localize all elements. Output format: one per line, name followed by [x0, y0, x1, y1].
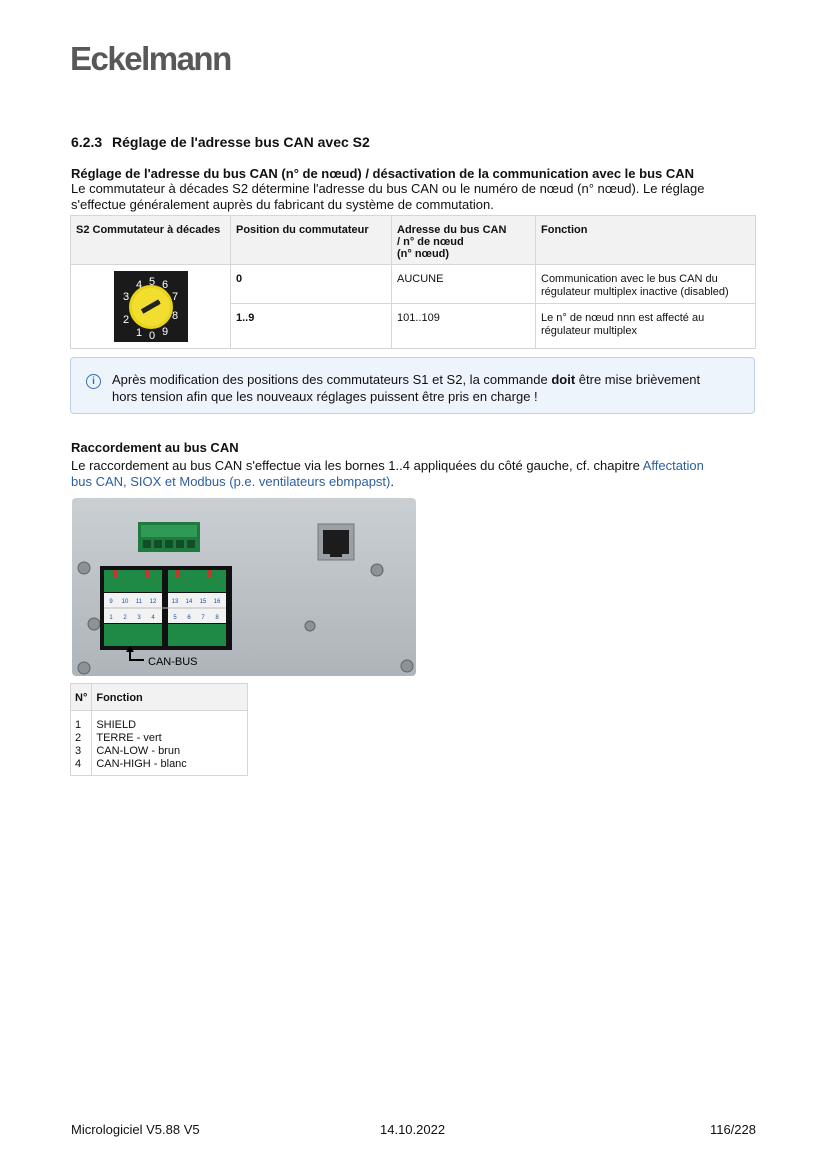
cell-number: 3 [71, 745, 92, 758]
table-row [71, 745, 248, 758]
paragraph-connection-line2 [71, 474, 394, 490]
footer-date: 14.10.2022 [380, 1122, 446, 1137]
header-number: N° [71, 684, 92, 711]
paragraph-address-line1: Le commutateur à décades S2 détermine l'adresse du bus CAN ou le numéro de nœud (n° nœud). Le réglage [71, 181, 705, 196]
terminal-panel-drawing [72, 498, 416, 676]
header-address-l3: (n° nœud) [397, 248, 450, 260]
footer-page-number: 116/228 [709, 1122, 756, 1137]
chapter-link-part2[interactable]: bus CAN, SIOX et Modbus (p.e. ventilateurs ebmpapst) [71, 474, 391, 489]
connection-table-header [71, 684, 248, 711]
switch-digit: 6 [161, 279, 168, 291]
paragraph-connection-end: . [390, 474, 394, 489]
terminal-number: 7 [201, 615, 205, 621]
header-address [392, 216, 536, 265]
cell-number: 2 [71, 732, 92, 745]
cell-address: AUCUNE [392, 265, 536, 304]
connection-table [70, 683, 248, 776]
terminal-number: 2 [123, 615, 127, 621]
switch-image-cell [71, 265, 231, 349]
switch-digit: 4 [135, 279, 142, 291]
terminal-number: 4 [151, 615, 155, 621]
terminal-number: 14 [185, 599, 193, 605]
terminal-number: 15 [199, 599, 207, 605]
cell-function: SHIELD [92, 711, 248, 733]
cell-function: CAN-LOW - brun [92, 745, 248, 758]
switch-digit: 2 [122, 314, 129, 326]
paragraph-connection-text: Le raccordement au bus CAN s'effectue via les bornes 1..4 appliquées du côté gauche, cf. chapitre [71, 458, 643, 473]
footer-firmware: Micrologiciel V5.88 V5 [71, 1122, 200, 1137]
terminal-number: 6 [187, 615, 191, 621]
section-heading [71, 134, 370, 150]
cell-function: CAN-HIGH - blanc [92, 758, 248, 776]
info-icon: i [86, 374, 101, 389]
terminal-number: 16 [213, 599, 221, 605]
info-note [70, 357, 755, 414]
info-note-line1-end: être mise brièvement [575, 372, 701, 387]
cell-address: 101..109 [392, 304, 536, 349]
header-position: Position du commutateur [231, 216, 392, 265]
section-title: Réglage de l'adresse bus CAN avec S2 [112, 134, 370, 150]
header-address-l1: Adresse du bus CAN [397, 224, 507, 236]
switch-digit: 9 [161, 326, 168, 338]
switch-digit: 3 [122, 291, 129, 303]
table-row [71, 758, 248, 776]
brand-logo: Eckelmann [70, 40, 231, 77]
cell-function-l1: Le n° de nœud nnn est affecté au [541, 312, 705, 324]
header-function: Fonction [92, 684, 248, 711]
switch-digit: 0 [148, 330, 155, 342]
terminal-number: 3 [137, 615, 141, 621]
cell-function-l1: Communication avec le bus CAN du [541, 273, 718, 285]
terminal-number: 10 [121, 599, 129, 605]
paragraph-address-line2: s'effectue généralement auprès du fabricant du système de commutation. [71, 197, 494, 212]
terminal-number: 5 [173, 615, 177, 621]
info-note-line2: hors tension afin que les nouveaux réglages puissent être pris en charge ! [112, 389, 538, 404]
info-note-line1-start: Après modification des positions des commutateurs S1 et S2, la commande [112, 372, 552, 387]
switch-digit: 7 [171, 291, 178, 303]
paragraph-connection-line1 [71, 458, 704, 474]
switch-digit: 5 [148, 276, 155, 288]
switch-table [70, 215, 756, 349]
table-row [71, 711, 248, 733]
terminal-number: 11 [135, 599, 143, 605]
cell-function-l2: régulateur multiplex inactive (disabled) [541, 286, 729, 298]
can-bus-terminal-photo [72, 498, 416, 676]
decade-switch-image [114, 271, 188, 342]
cell-position: 0 [231, 265, 392, 304]
chapter-link-part1[interactable]: Affectation [642, 458, 704, 473]
terminal-number: 9 [109, 599, 113, 605]
switch-table-header [71, 216, 756, 265]
cell-number: 1 [71, 711, 92, 733]
cell-function [536, 304, 756, 349]
switch-digit: 1 [135, 327, 142, 339]
can-bus-label: CAN-BUS [148, 656, 198, 668]
cell-number: 4 [71, 758, 92, 776]
table-row [71, 732, 248, 745]
info-note-line1 [112, 371, 752, 388]
terminal-number: 13 [171, 599, 179, 605]
header-function: Fonction [536, 216, 756, 265]
subsection-heading-address: Réglage de l'adresse du bus CAN (n° de nœud) / désactivation de la communication avec le bus CAN [71, 166, 695, 181]
header-address-l2: / n° de nœud [397, 236, 464, 248]
section-number: 6.2.3 [71, 134, 103, 150]
info-note-emphasis: doit [551, 372, 576, 387]
table-row [71, 265, 756, 304]
subsection-heading-connection: Raccordement au bus CAN [71, 440, 239, 455]
cell-function-l2: régulateur multiplex [541, 325, 637, 337]
switch-digit: 8 [171, 310, 178, 322]
header-switch: S2 Commutateur à décades [71, 216, 231, 265]
cell-function: TERRE - vert [92, 732, 248, 745]
cell-position: 1..9 [231, 304, 392, 349]
terminal-number: 12 [149, 599, 157, 605]
info-note-text [112, 371, 752, 405]
cell-function [536, 265, 756, 304]
terminal-number: 1 [109, 615, 113, 621]
terminal-number: 8 [215, 615, 219, 621]
